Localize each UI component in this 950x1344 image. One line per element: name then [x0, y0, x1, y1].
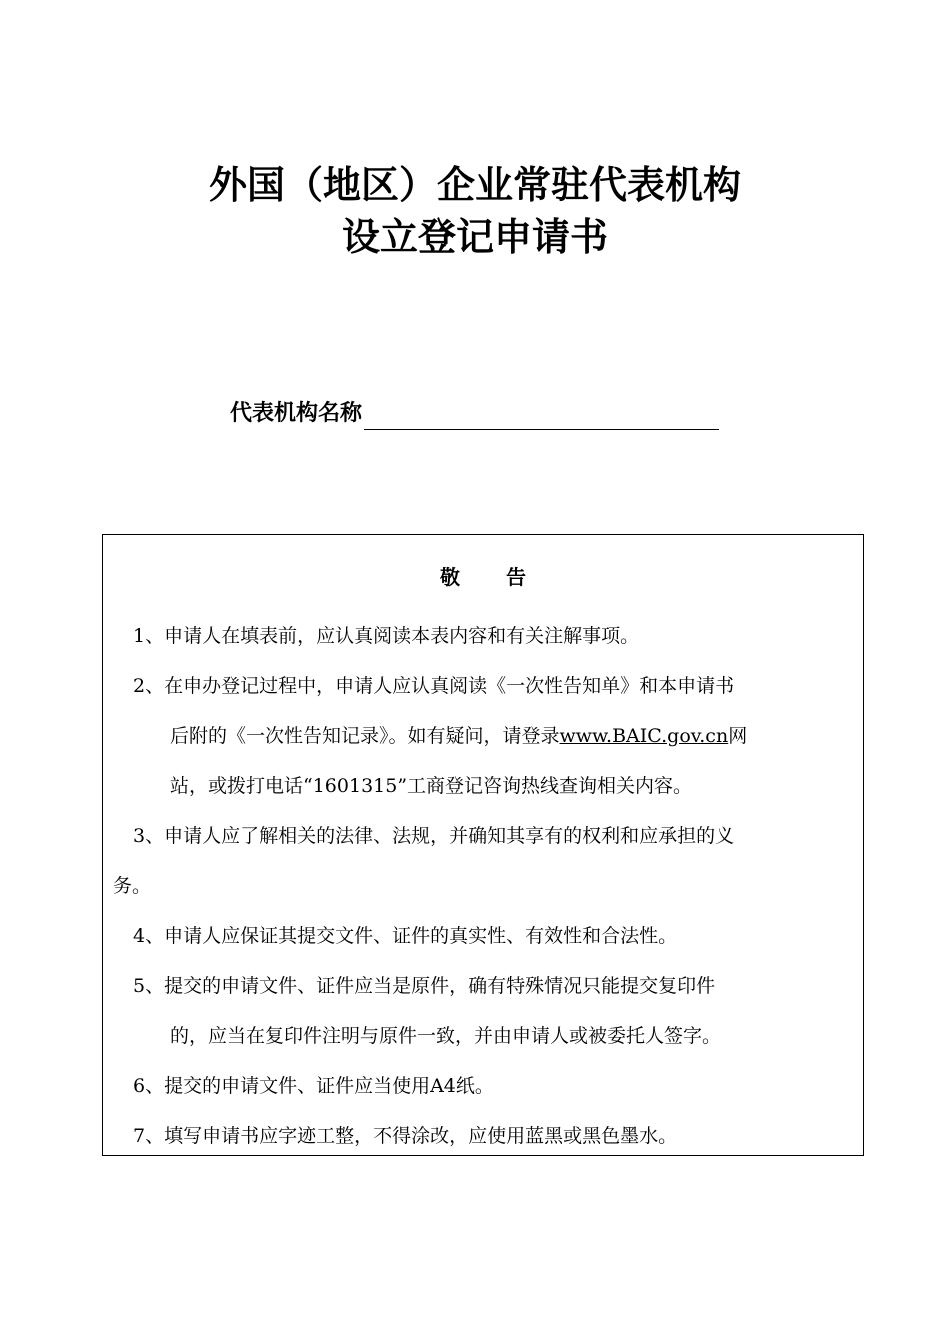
notice-item-5-line1: 5、提交的申请文件、证件应当是原件，确有特殊情况只能提交复印件 [133, 975, 716, 997]
baic-website-link[interactable]: www.BAIC.gov.cn [559, 725, 729, 747]
org-name-label: 代表机构名称 [230, 401, 363, 426]
notice-item-2-line1: 2、在申办登记过程中，申请人应认真阅读《一次性告知单》和本申请书 [133, 675, 735, 697]
notice-item-6-line1: 6、提交的申请文件、证件应当使用A4纸。 [133, 1075, 494, 1097]
notice-item-3-line1: 3、申请人应了解相关的法律、法规，并确知其享有的权利和应承担的义 [133, 825, 735, 847]
document-title-line1: 外国（地区）企业常驻代表机构 [208, 163, 741, 207]
notice-item-5-line2: 的，应当在复印件注明与原件一致，并由申请人或被委托人签字。 [170, 1025, 722, 1047]
notice-box [102, 534, 864, 1156]
notice-item-1-line1: 1、申请人在填表前，应认真阅读本表内容和有关注解事项。 [133, 625, 640, 647]
notice-heading: 敬告 [440, 565, 572, 589]
notice-item-7-line1: 7、填写申请书应字迹工整，不得涂改，应使用蓝黑或黑色墨水。 [133, 1125, 678, 1147]
org-name-row [230, 394, 719, 430]
notice-item-3-line2: 务。 [113, 875, 152, 897]
org-name-blank-field[interactable] [364, 399, 719, 430]
notice-item-2-line2-text: 后附的《一次性告知记录》。如有疑问，请登录 [170, 725, 560, 747]
notice-item-4-line1: 4、申请人应保证其提交文件、证件的真实性、有效性和合法性。 [133, 925, 678, 947]
notice-item-2-line2-tail: 网 [728, 725, 748, 747]
document-title-line2: 设立登记申请书 [341, 215, 608, 259]
notice-item-2-line3: 站，或拨打电话“1601315”工商登记咨询热线查询相关内容。 [170, 775, 693, 797]
notice-item-2-line2 [170, 723, 747, 749]
